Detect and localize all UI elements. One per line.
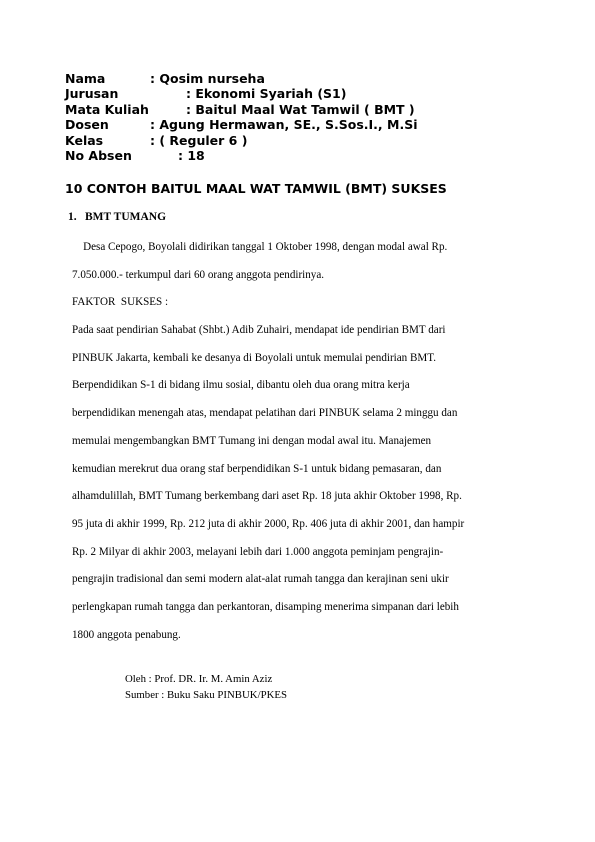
body-line: perlengkapan rumah tangga dan perkantoran, disamping menerima simpanan dari lebih bbox=[72, 600, 459, 613]
label-no-absen: No Absen bbox=[65, 147, 132, 163]
body-line: kemudian merekrut dua orang staf berpendidikan S-1 untuk bidang pemasaran, dan bbox=[72, 462, 442, 475]
credits bbox=[125, 671, 287, 703]
section-heading bbox=[68, 211, 166, 223]
value-dosen: : Agung Hermawan, SE., S.Sos.I., M.Si bbox=[150, 117, 418, 133]
body-line: 7.050.000.- terkumpul dari 60 orang anggota pendirinya. bbox=[72, 268, 325, 281]
body-line: pengrajin tradisional dan semi modern alat-alat rumah tangga dan kerajinan seni ukir bbox=[72, 573, 449, 586]
body-line: memulai mengembangkan BMT Tumang ini dengan modal awal itu. Manajemen bbox=[72, 434, 432, 447]
section-title: BMT TUMANG bbox=[85, 211, 167, 223]
body-line: alhamdulillah, BMT Tumang berkembang dari aset Rp. 18 juta akhir Oktober 1998, Rp. bbox=[72, 490, 462, 503]
body-text bbox=[72, 240, 512, 655]
body-line: berpendidikan menengah atas, mendapat pelatihan dari PINBUK selama 2 minggu dan bbox=[72, 407, 458, 420]
body-line: Rp. 2 Milyar di akhir 2003, melayani lebih dari 1.000 anggota peminjam pengrajin- bbox=[72, 545, 444, 558]
label-mata-kuliah: Mata Kuliah bbox=[65, 101, 149, 117]
value-kelas: : ( Reguler 6 ) bbox=[150, 132, 248, 148]
value-mata-kuliah: : Baitul Maal Wat Tamwil ( BMT ) bbox=[186, 101, 415, 117]
body-line: 95 juta di akhir 1999, Rp. 212 juta di akhir 2000, Rp. 406 juta di akhir 2001, dan hampir bbox=[72, 517, 465, 530]
body-line: Desa Cepogo, Boyolali didirikan tanggal 1 Oktober 1998, dengan modal awal Rp. bbox=[72, 241, 448, 253]
value-no-absen: : 18 bbox=[178, 147, 205, 163]
value-jurusan: : Ekonomi Syariah (S1) bbox=[186, 86, 347, 102]
label-kelas: Kelas bbox=[65, 132, 104, 148]
body-line: Berpendidikan S-1 di bidang ilmu sosial, dibantu oleh dua orang mitra kerja bbox=[72, 379, 410, 392]
document-title: 10 CONTOH BAITUL MAAL WAT TAMWIL (BMT) SUKSES bbox=[65, 181, 447, 196]
label-nama: Nama bbox=[65, 71, 106, 86]
label-jurusan: Jurusan bbox=[65, 86, 119, 102]
body-line: PINBUK Jakarta, kembali ke desanya di Boyolali untuk memulai pendirian BMT. bbox=[72, 351, 436, 364]
label-dosen: Dosen bbox=[65, 117, 109, 133]
source-line: Sumber : Buku Saku PINBUK/PKES bbox=[125, 689, 287, 701]
body-line-faktor-sukses: FAKTOR SUKSES : bbox=[72, 296, 169, 309]
body-line: 1800 anggota penabung. bbox=[72, 628, 181, 641]
section-number: 1. bbox=[68, 211, 77, 223]
author-line: Oleh : Prof. DR. Ir. M. Amin Aziz bbox=[125, 673, 273, 685]
body-line: Pada saat pendirian Sahabat (Shbt.) Adib Zuhairi, mendapat ide pendirian BMT dari bbox=[72, 324, 446, 337]
value-nama: : Qosim nurseha bbox=[150, 71, 265, 86]
